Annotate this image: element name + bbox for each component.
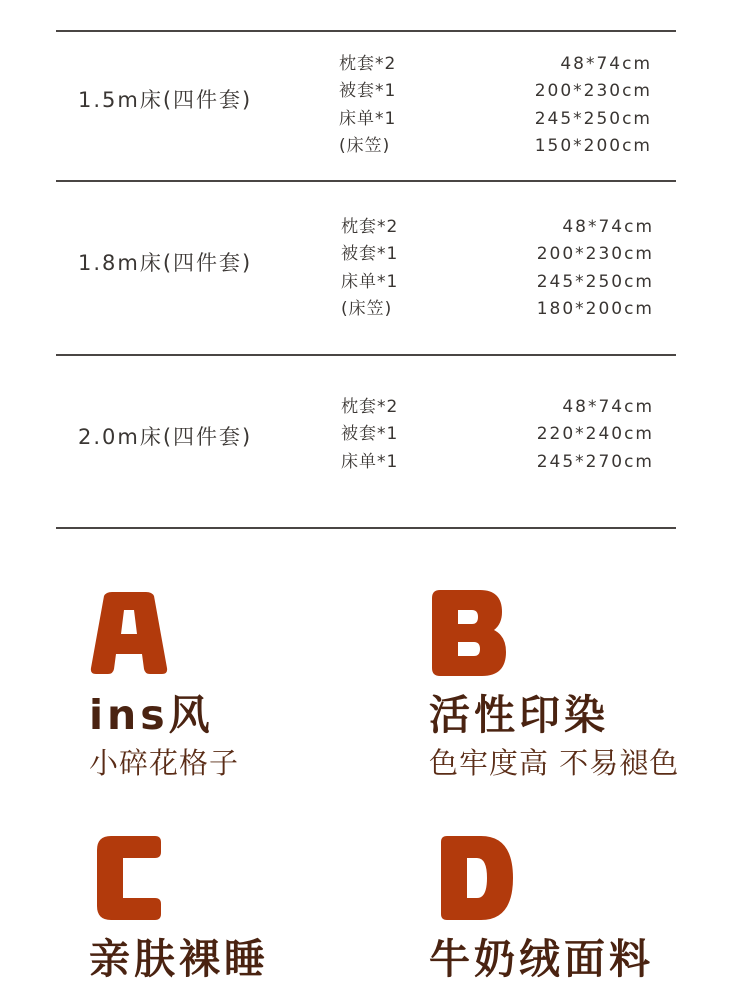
- item-dimension: 180*200cm: [536, 298, 654, 319]
- size-row-2-0m: [56, 356, 676, 527]
- item-dimension: 245*250cm: [536, 271, 654, 292]
- item-name: 枕套*2: [341, 217, 399, 237]
- item-name: 床单*1: [341, 451, 399, 472]
- list-item: [341, 272, 654, 299]
- feature-subtitle: 色牢度高 不易褪色: [429, 746, 680, 780]
- list-item: [341, 244, 654, 271]
- size-row-1-5m: [56, 32, 676, 180]
- list-item: [339, 109, 652, 136]
- item-name: (床笠): [339, 135, 391, 156]
- feature-title: 活性印染: [429, 691, 609, 739]
- list-item: [339, 54, 652, 81]
- feature-title: ins风: [89, 691, 214, 739]
- item-list: [341, 397, 654, 479]
- item-dimension: 200*230cm: [534, 81, 652, 102]
- item-dimension: 48*74cm: [562, 397, 654, 417]
- item-list: [339, 54, 652, 163]
- item-name: 枕套*2: [341, 397, 399, 417]
- item-name: 被套*1: [341, 424, 399, 445]
- table-bottom-rule: [56, 527, 676, 529]
- item-name: 被套*1: [341, 244, 399, 265]
- letter-a-icon: [90, 592, 168, 676]
- bed-size-title: 1.8m床(四件套): [78, 251, 253, 275]
- bed-size-title: 1.5m床(四件套): [78, 88, 253, 112]
- list-item: [341, 299, 654, 326]
- item-dimension: 200*230cm: [536, 244, 654, 265]
- feature-title: 牛奶绒面料: [429, 935, 654, 983]
- item-name: 被套*1: [339, 81, 397, 102]
- item-dimension: 48*74cm: [560, 54, 652, 74]
- item-name: 枕套*2: [339, 54, 397, 74]
- item-dimension: 245*250cm: [534, 108, 652, 129]
- bed-size-title: 2.0m床(四件套): [78, 425, 253, 449]
- feature-subtitle: 小碎花格子: [89, 746, 240, 780]
- item-name: 床单*1: [341, 271, 399, 292]
- item-dimension: 48*74cm: [562, 217, 654, 237]
- item-name: 床单*1: [339, 108, 397, 129]
- item-list: [341, 217, 654, 326]
- item-dimension: 220*240cm: [536, 424, 654, 445]
- list-item: [339, 136, 652, 163]
- letter-c-icon: [97, 836, 163, 920]
- list-item: [341, 217, 654, 244]
- list-item: [341, 452, 654, 479]
- list-item: [341, 424, 654, 451]
- item-dimension: 150*200cm: [534, 135, 652, 156]
- size-row-1-8m: [56, 182, 676, 354]
- letter-d-icon: [441, 836, 513, 920]
- item-dimension: 245*270cm: [536, 451, 654, 472]
- item-name: (床笠): [341, 298, 393, 319]
- list-item: [339, 81, 652, 108]
- feature-title: 亲肤裸睡: [89, 935, 269, 983]
- letter-b-icon: [432, 590, 506, 676]
- list-item: [341, 397, 654, 424]
